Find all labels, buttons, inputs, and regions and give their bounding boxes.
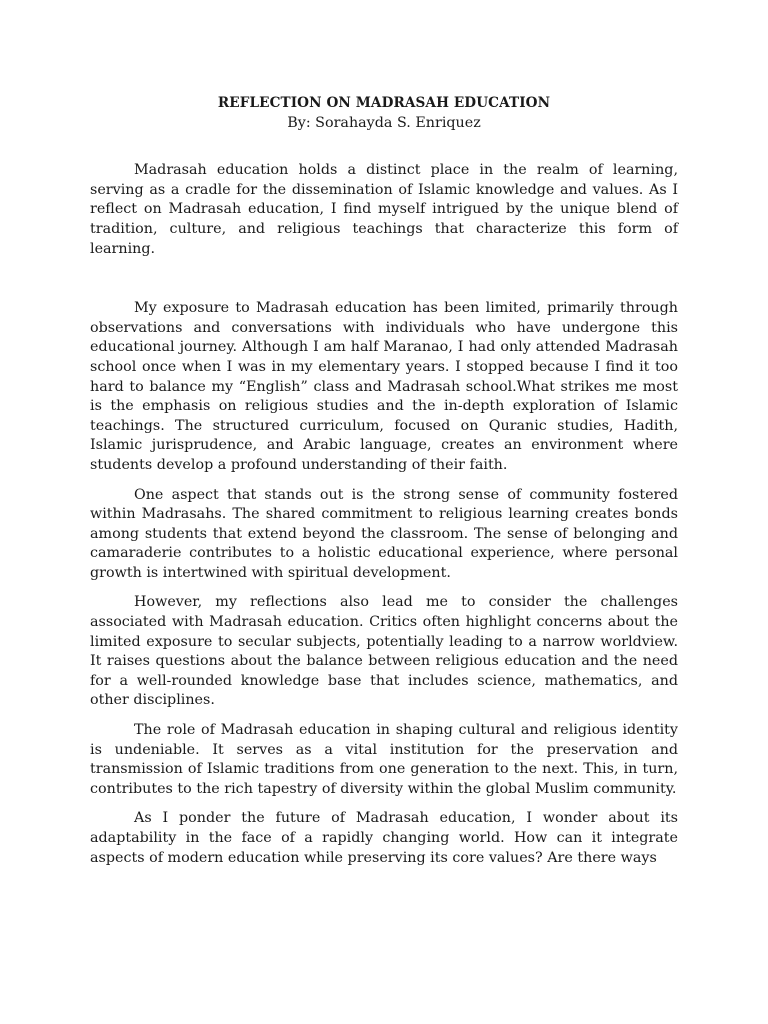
paragraph-5: The role of Madrasah education in shaping cultural and religious identity is undeniable. It serves as a vital institution for the preservation and transmission of Islamic traditions from one generation to the next. This, in turn, contributes to the rich tapestry of diversity within the global Muslim community. bbox=[90, 722, 678, 797]
paragraph-3: One aspect that stands out is the strong sense of community fostered within Madrasahs. The shared commitment to religious learning creates bonds among students that extend beyond the classroom. The sense of belonging and camaraderie contributes to a holistic educational experience, where personal growth is intertwined with spiritual development. bbox=[90, 486, 678, 581]
paragraph-6: As I ponder the future of Madrasah education, I wonder about its adaptability in the face of a rapidly changing world. How can it integrate aspects of modern education while preserving its core values? Are there ways bbox=[90, 810, 678, 866]
paragraph-4: However, my reflections also lead me to consider the challenges associated with Madrasah education. Critics often highlight concerns about the limited exposure to secular subjects, potentially leading to a narrow worldview. It raises questions about the balance between religious education and the need for a well-rounded knowledge base that includes science, mathematics, and other disciplines. bbox=[90, 594, 678, 709]
document-page bbox=[90, 94, 678, 868]
author-byline: By: Sorahayda S. Enriquez bbox=[287, 114, 481, 131]
paragraph-2: My exposure to Madrasah education has been limited, primarily through observations and conversations with individuals who have undergone this educational journey. Although I am half Maranao, I had only attended Madrasah school once when I was in my elementary years. I stopped because I find it too hard to balance my “English” class and Madrasah school.What strikes me most is the emphasis on religious studies and the in-depth exploration of Islamic teachings. The structured curriculum, focused on Quranic studies, Hadith, Islamic jurisprudence, and Arabic language, creates an environment where students develop a profound understanding of their faith. bbox=[90, 300, 678, 473]
document-title: REFLECTION ON MADRASAH EDUCATION bbox=[217, 95, 551, 111]
paragraph-1: Madrasah education holds a distinct place in the realm of learning, serving as a cradle for the dissemination of Islamic knowledge and values. As I reflect on Madrasah education, I find myself intrigued by the unique blend of tradition, culture, and religious teachings that characterize this form of learning. bbox=[90, 162, 678, 257]
